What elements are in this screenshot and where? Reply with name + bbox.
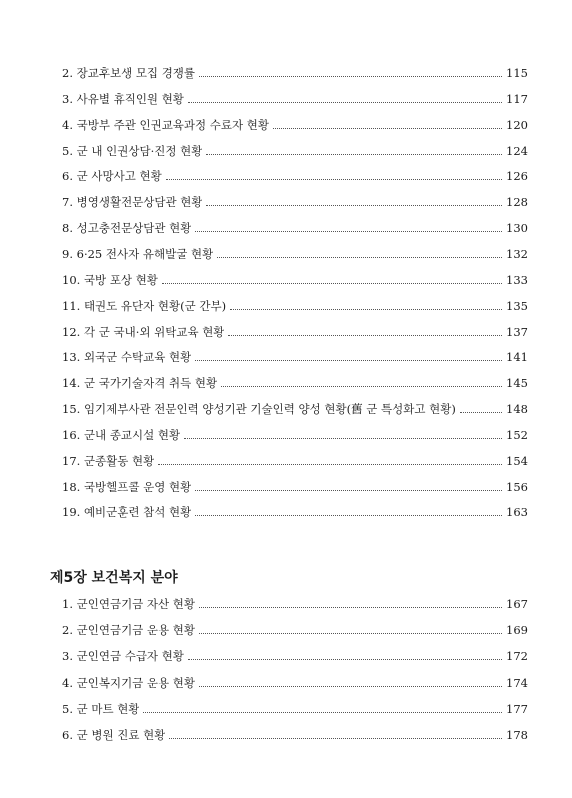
toc-entry-page-number: 169 [506, 623, 528, 638]
toc-entry-page-number: 152 [506, 427, 528, 442]
toc-entry-page-number: 132 [506, 246, 528, 261]
toc-entry-title: 2. 군인연금기금 운용 현황 [62, 623, 196, 638]
dot-leader [195, 489, 502, 491]
toc-entry[interactable] [62, 245, 528, 263]
dot-leader [199, 606, 502, 608]
toc-entry-title: 17. 군종활동 현황 [62, 453, 155, 468]
dot-leader [199, 75, 502, 77]
toc-entry[interactable] [62, 142, 528, 160]
toc-entry-title: 10. 국방 포상 현황 [62, 272, 158, 287]
toc-entry[interactable] [62, 348, 528, 366]
dot-leader [169, 737, 502, 739]
dot-leader [199, 632, 502, 634]
toc-entry-title: 16. 군내 종교시설 현황 [62, 427, 181, 442]
toc-entry-title: 14. 군 국가기술자격 취득 현황 [62, 376, 218, 391]
dot-leader [162, 282, 502, 284]
toc-entry-page-number: 135 [506, 298, 528, 313]
toc-entry-page-number: 130 [506, 221, 528, 236]
toc-entry[interactable] [62, 595, 528, 613]
toc-entry[interactable] [62, 621, 528, 639]
dot-leader [188, 658, 502, 660]
toc-entry-page-number: 141 [506, 350, 528, 365]
toc-entry-page-number: 178 [506, 728, 528, 742]
dot-leader [206, 153, 502, 155]
toc-entry[interactable] [62, 503, 528, 521]
toc-entry-page-number: 117 [506, 91, 528, 106]
toc-entry-title: 9. 6·25 전사자 유해발굴 현황 [62, 246, 214, 261]
toc-entry-title: 7. 병영생활전문상담관 현황 [62, 195, 203, 210]
toc-entry[interactable] [62, 478, 528, 496]
toc-entry-title: 6. 군 사망사고 현황 [62, 169, 162, 184]
toc-entry[interactable] [62, 167, 528, 185]
toc-entry-page-number: 154 [506, 453, 528, 468]
toc-entry[interactable] [62, 726, 528, 744]
toc-entry[interactable] [62, 452, 528, 470]
dot-leader [221, 385, 502, 387]
toc-entry-title: 4. 군인복지기금 운용 현황 [62, 675, 196, 690]
toc-entry-title: 12. 각 군 국내·외 위탁교육 현황 [62, 324, 225, 339]
toc-entry-title: 15. 임기제부사관 전문인력 양성기관 기술인력 양성 현황(舊 군 특성화고 현황) [62, 402, 456, 417]
dot-leader [195, 359, 502, 361]
toc-entry-page-number: 167 [506, 597, 528, 611]
dot-leader [206, 204, 502, 206]
dot-leader [228, 334, 502, 336]
dot-leader [460, 411, 502, 413]
toc-entry-page-number: 148 [506, 402, 528, 417]
dot-leader [143, 711, 502, 713]
dot-leader [188, 101, 502, 103]
toc-entry-page-number: 137 [506, 324, 528, 339]
toc-entry-page-number: 156 [506, 479, 528, 494]
toc-entry[interactable] [62, 193, 528, 211]
chapter-heading: 제5장 보건복지 분야 [50, 570, 178, 586]
toc-entry-page-number: 163 [506, 505, 528, 520]
toc-entry-title: 1. 군인연금기금 자산 현황 [62, 597, 196, 611]
toc-entry[interactable] [62, 426, 528, 444]
toc-entry[interactable] [62, 374, 528, 392]
dot-leader [273, 127, 502, 129]
toc-entry-title: 3. 군인연금 수급자 현황 [62, 649, 184, 664]
toc-entry-title: 5. 군 마트 현황 [62, 701, 140, 716]
toc-entry[interactable] [62, 700, 528, 718]
toc-entry-page-number: 133 [506, 272, 528, 287]
toc-entry-page-number: 145 [506, 376, 528, 391]
dot-leader [166, 178, 502, 180]
toc-entry-page-number: 177 [506, 701, 528, 716]
toc-entry[interactable] [62, 674, 528, 692]
toc-entry-page-number: 174 [506, 675, 528, 690]
toc-entry-page-number: 115 [506, 66, 528, 80]
toc-entry-page-number: 120 [506, 117, 528, 132]
toc-entry-title: 2. 장교후보생 모집 경쟁률 [62, 66, 196, 80]
toc-entry[interactable] [62, 647, 528, 665]
toc-entry-title: 5. 군 내 인권상담·진정 현황 [62, 143, 203, 158]
toc-entry-title: 11. 태권도 유단자 현황(군 간부) [62, 298, 227, 313]
toc-entry-page-number: 172 [506, 649, 528, 664]
toc-entry[interactable] [62, 116, 528, 134]
toc-entry[interactable] [62, 219, 528, 237]
toc-entry[interactable] [62, 64, 528, 82]
dot-leader [230, 308, 502, 310]
toc-entry-page-number: 124 [506, 143, 528, 158]
dot-leader [199, 685, 502, 687]
toc-entry-title: 3. 사유별 휴직인원 현황 [62, 91, 184, 106]
dot-leader [158, 463, 502, 465]
toc-entry-page-number: 126 [506, 169, 528, 184]
toc-entry-title: 19. 예비군훈련 참석 현황 [62, 505, 192, 520]
toc-entry-title: 4. 국방부 주관 인권교육과정 수료자 현황 [62, 117, 269, 132]
dot-leader [217, 256, 502, 258]
dot-leader [184, 437, 502, 439]
toc-entry-page-number: 128 [506, 195, 528, 210]
toc-entry[interactable] [62, 297, 528, 315]
toc-entry[interactable] [62, 400, 528, 418]
toc-entry[interactable] [62, 271, 528, 289]
dot-leader [195, 230, 502, 232]
toc-entry-title: 18. 국방헬프콜 운영 현황 [62, 479, 192, 494]
toc-entry-title: 8. 성고충전문상담관 현황 [62, 221, 192, 236]
toc-entry-title: 6. 군 병원 진료 현황 [62, 728, 166, 742]
toc-entry[interactable] [62, 323, 528, 341]
dot-leader [195, 514, 502, 516]
toc-entry-title: 13. 외국군 수탁교육 현황 [62, 350, 192, 365]
toc-entry[interactable] [62, 90, 528, 108]
